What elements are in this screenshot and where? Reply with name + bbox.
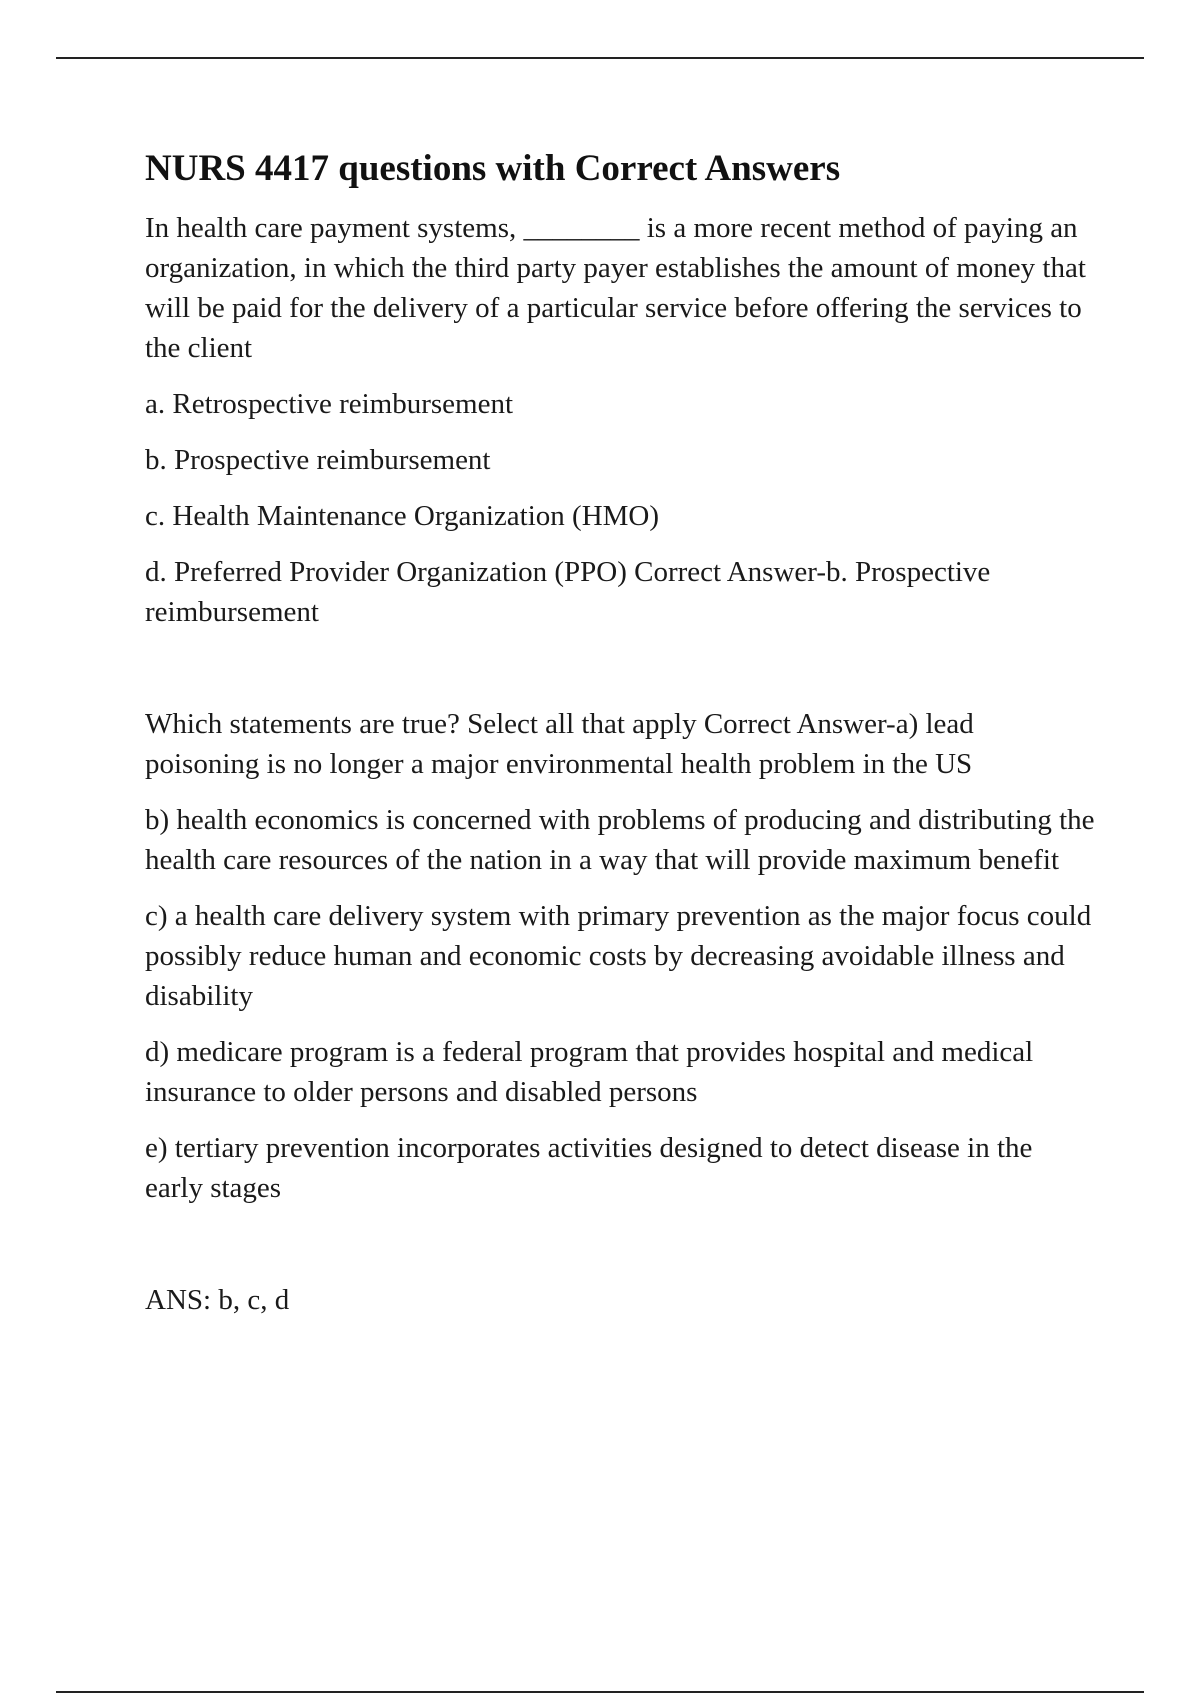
question-2-answer: ANS: b, c, d <box>145 1284 290 1316</box>
question-1-stem: In health care payment systems, ________ is a more recent method of paying an organization, in which the third party payer establishes the amount of money that will be paid for the delivery of a particular service before offering the services to the client <box>145 212 1086 364</box>
question-1-option-a: a. Retrospective reimbursement <box>145 388 514 420</box>
question-1-option-c: c. Health Maintenance Organization (HMO) <box>145 500 660 532</box>
bottom-divider <box>56 1691 1144 1693</box>
question-2-statement-d: d) medicare program is a federal program that provides hospital and medical insurance to older persons and disabled persons <box>145 1036 1034 1108</box>
question-1-option-d: d. Preferred Provider Organization (PPO) Correct Answer-b. Prospective reimbursement <box>145 556 991 628</box>
question-2-stem: Which statements are true? Select all that apply Correct Answer-a) lead poisoning is no longer a major environmental health problem in the US <box>145 708 974 780</box>
question-2-statement-c: c) a health care delivery system with primary prevention as the major focus could possibly reduce human and economic costs by decreasing avoidable illness and disability <box>145 900 1092 1012</box>
top-divider <box>56 57 1144 59</box>
question-2-statement-b: b) health economics is concerned with problems of producing and distributing the health care resources of the nation in a way that will provide maximum benefit <box>145 804 1095 876</box>
question-1-option-b: b. Prospective reimbursement <box>145 444 491 476</box>
document-body <box>145 146 1095 1320</box>
document-title: NURS 4417 questions with Correct Answers <box>145 148 841 189</box>
question-2-statement-e: e) tertiary prevention incorporates activities designed to detect disease in the early stages <box>145 1132 1033 1204</box>
